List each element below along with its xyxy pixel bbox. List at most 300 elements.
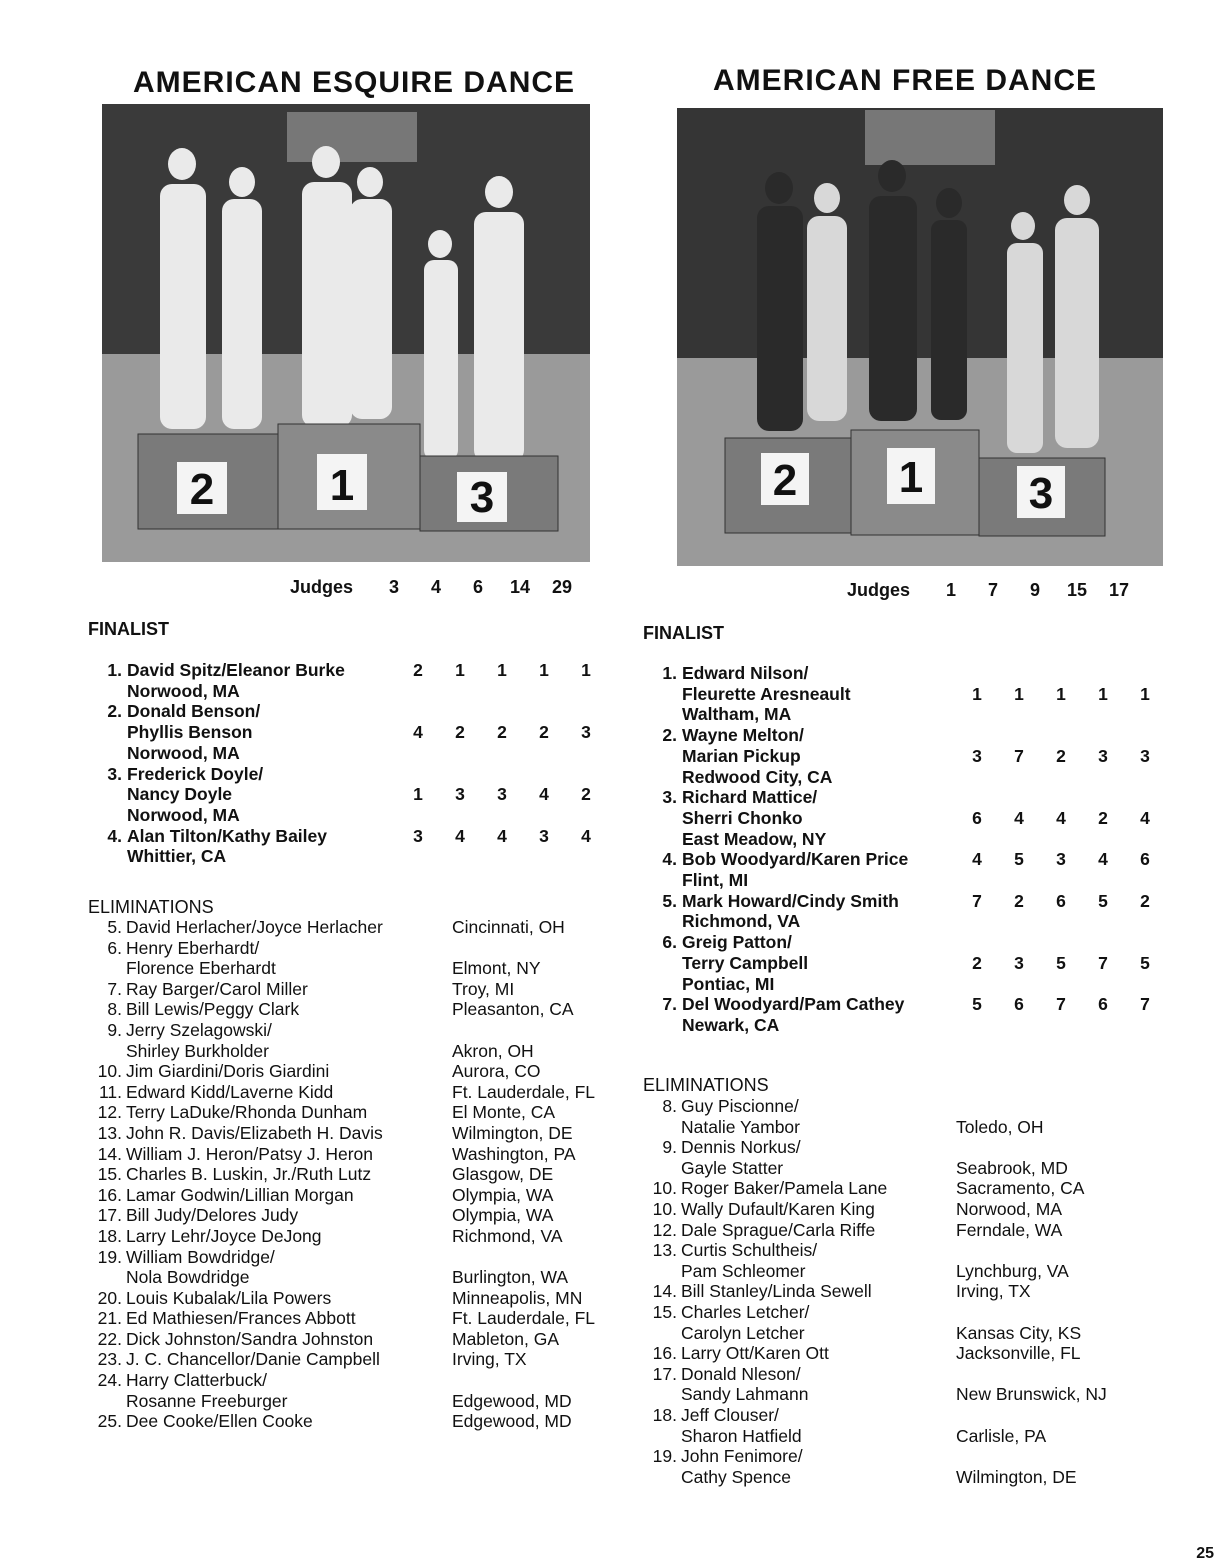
- judge-score: 3: [972, 745, 982, 766]
- elimination-row: [643, 1240, 1107, 1261]
- finalist-row: [643, 808, 1166, 829]
- svg-text:3: 3: [1028, 469, 1054, 518]
- judge-score: 2: [1140, 890, 1150, 911]
- elimination-location: Akron, OH: [452, 1040, 534, 1061]
- finalist-row: [88, 722, 607, 743]
- elimination-rank: 10.: [97, 1061, 122, 1082]
- finalist-row: [643, 725, 1166, 746]
- elimination-row: [643, 1158, 1107, 1179]
- judge-number: 7: [988, 580, 999, 600]
- finalist-rank: [643, 974, 682, 995]
- finalist-label: FINALIST: [88, 619, 169, 639]
- elimination-row: [88, 1329, 595, 1350]
- elimination-names: Jeff Clouser/: [681, 1404, 779, 1425]
- elimination-rank: 13.: [97, 1122, 122, 1143]
- elimination-names: Harry Clatterbuck/: [126, 1370, 268, 1391]
- judge-score: 7: [1056, 994, 1066, 1015]
- finalist-rank: [88, 846, 127, 867]
- elimination-rank: 22.: [97, 1328, 122, 1349]
- elimination-location: Edgewood, MD: [452, 1390, 572, 1411]
- finalist-rank: [643, 704, 682, 725]
- finalist-rank: 2.: [107, 701, 122, 722]
- elimination-rank: [643, 1467, 681, 1488]
- finalist-row: [643, 953, 1166, 974]
- elimination-row: [88, 1205, 595, 1226]
- finalist-rank: 6.: [662, 932, 677, 953]
- elimination-names: Sandy Lahmann: [681, 1384, 809, 1405]
- judge-score: 5: [1014, 849, 1024, 870]
- elimination-location: Aurora, CO: [452, 1061, 541, 1082]
- elimination-row: [88, 1061, 595, 1082]
- judge-score: 3: [455, 784, 465, 805]
- finalist-rank: 4.: [662, 849, 677, 870]
- judge-score: 3: [1056, 849, 1066, 870]
- finalist-text: Richmond, VA: [682, 911, 801, 932]
- elimination-rank: [643, 1158, 681, 1179]
- elimination-location: Ft. Lauderdale, FL: [452, 1308, 595, 1329]
- elimination-row: [643, 1446, 1107, 1467]
- elimination-row: [88, 1041, 595, 1062]
- elimination-row: [88, 938, 595, 959]
- finalist-row: [643, 663, 1166, 684]
- judge-score: 7: [1098, 952, 1108, 973]
- judge-score: 7: [1014, 745, 1024, 766]
- elimination-names: John R. Davis/Elizabeth H. Davis: [126, 1122, 383, 1143]
- finalist-rank: [88, 722, 127, 743]
- elimination-names: Rosanne Freeburger: [126, 1390, 288, 1411]
- elimination-row: [643, 1178, 1107, 1199]
- finalist-row: [643, 911, 1166, 932]
- elimination-rank: 8.: [107, 999, 122, 1020]
- judge-score: 1: [972, 683, 982, 704]
- elimination-names: Ed Mathiesen/Frances Abbott: [126, 1308, 356, 1329]
- finalist-row: [643, 870, 1166, 891]
- elimination-row: [88, 1082, 595, 1103]
- elimination-rank: 9.: [662, 1137, 677, 1158]
- elimination-names: Dee Cooke/Ellen Cooke: [126, 1411, 313, 1432]
- elimination-names: Pam Schleomer: [681, 1260, 806, 1281]
- elimination-rank: 12.: [97, 1102, 122, 1123]
- elimination-row: [88, 917, 595, 938]
- elimination-location: Seabrook, MD: [956, 1157, 1068, 1178]
- finalist-text: Pontiac, MI: [682, 973, 775, 994]
- elimination-rank: 16.: [652, 1343, 677, 1364]
- elimination-location: Toledo, OH: [956, 1116, 1044, 1137]
- judges-label: Judges: [290, 577, 354, 597]
- finalist-row: [88, 681, 607, 702]
- elimination-names: Shirley Burkholder: [126, 1040, 269, 1061]
- judge-score: 3: [1098, 745, 1108, 766]
- podium-photo-illustration: [102, 104, 590, 562]
- elimination-location: Minneapolis, MN: [452, 1287, 583, 1308]
- finalist-row: [88, 784, 607, 805]
- judge-number: 1: [946, 580, 957, 600]
- elimination-names: Natalie Yambor: [681, 1116, 800, 1137]
- judge-score: 5: [1140, 952, 1150, 973]
- finalist-row: [643, 787, 1166, 808]
- finalist-rank: [88, 681, 127, 702]
- finalist-text: Norwood, MA: [127, 680, 240, 701]
- elimination-rank: 17.: [652, 1363, 677, 1384]
- finalist-row: [643, 704, 1166, 725]
- judge-score: 4: [1140, 807, 1150, 828]
- finalist-row: [643, 767, 1166, 788]
- finalist-row: [88, 764, 607, 785]
- elimination-rank: 15.: [652, 1301, 677, 1322]
- judge-score: 3: [539, 825, 549, 846]
- judges-label: Judges: [847, 580, 911, 600]
- elimination-rank: [643, 1384, 681, 1405]
- elimination-rank: [643, 1426, 681, 1447]
- elimination-row: [643, 1281, 1107, 1302]
- elimination-rank: [643, 1117, 681, 1138]
- finalist-text: Edward Nilson/: [682, 663, 809, 683]
- judge-number: 6: [473, 577, 484, 597]
- page-number: 25: [1196, 1545, 1214, 1562]
- judge-score: 4: [1014, 807, 1024, 828]
- elimination-row: [643, 1384, 1107, 1405]
- finalist-rank: 7.: [662, 994, 677, 1015]
- elimination-names: Bill Lewis/Peggy Clark: [126, 999, 300, 1020]
- finalist-text: Fleurette Aresneault: [682, 683, 851, 704]
- elimination-names: Henry Eberhardt/: [126, 937, 260, 958]
- elimination-names: Edward Kidd/Laverne Kidd: [126, 1081, 334, 1102]
- finalist-text: Wayne Melton/: [682, 725, 804, 746]
- judge-score: 6: [1014, 994, 1024, 1015]
- finalist-rank: [643, 870, 682, 891]
- finalist-text: Terry Campbell: [682, 952, 809, 973]
- finalist-row: [643, 1015, 1166, 1036]
- judge-score: 2: [413, 660, 423, 680]
- elimination-names: Cathy Spence: [681, 1466, 791, 1487]
- judge-score: 1: [581, 660, 591, 680]
- elimination-names: Roger Baker/Pamela Lane: [681, 1178, 888, 1199]
- judge-number: 14: [510, 577, 531, 597]
- judge-score: 2: [1098, 807, 1108, 828]
- finalist-rank: [88, 784, 127, 805]
- elimination-names: Curtis Schultheis/: [681, 1240, 818, 1261]
- judge-score: 2: [972, 952, 982, 973]
- finalist-text: Norwood, MA: [127, 804, 240, 825]
- judge-score: 4: [413, 722, 423, 743]
- elimination-rank: 15.: [97, 1164, 122, 1185]
- esquire-podium-photo: [102, 104, 590, 562]
- finalist-text: Del Woodyard/Pam Cathey: [682, 994, 905, 1015]
- judge-score: 7: [972, 890, 982, 911]
- finalist-text: Mark Howard/Cindy Smith: [682, 890, 899, 911]
- finalist-row: [88, 846, 607, 867]
- judge-score: 6: [972, 807, 982, 828]
- elimination-rank: 5.: [107, 917, 122, 937]
- elimination-names: William Bowdridge/: [126, 1246, 275, 1267]
- esquire-eliminations-list: [88, 917, 595, 1432]
- eliminations-label: ELIMINATIONS: [88, 897, 214, 917]
- judge-score: 3: [581, 722, 591, 743]
- elimination-names: Donald Nleson/: [681, 1363, 801, 1384]
- finalist-row: [88, 805, 607, 826]
- judge-score: 1: [1140, 683, 1150, 704]
- elimination-location: Jacksonville, FL: [956, 1343, 1081, 1364]
- finalist-rank: [643, 1015, 682, 1036]
- elimination-row: [88, 979, 595, 1000]
- elimination-rank: [88, 1041, 126, 1062]
- elimination-location: Norwood, MA: [956, 1198, 1063, 1219]
- elimination-location: Irving, TX: [452, 1349, 527, 1370]
- elimination-rank: 25.: [97, 1411, 122, 1432]
- elimination-names: Terry LaDuke/Rhonda Dunham: [126, 1102, 368, 1123]
- finalist-rank: [643, 953, 682, 974]
- judge-score: 4: [1056, 807, 1066, 828]
- finalist-text: East Meadow, NY: [682, 828, 827, 849]
- elimination-row: [643, 1426, 1107, 1447]
- free-dance-judges-header: [847, 580, 1140, 601]
- elimination-rank: 9.: [107, 1019, 122, 1040]
- finalist-row: [643, 684, 1166, 705]
- elimination-row: [643, 1096, 1107, 1117]
- elimination-rank: 7.: [107, 978, 122, 999]
- judge-number: 17: [1109, 580, 1130, 600]
- elimination-row: [643, 1137, 1107, 1158]
- elimination-rank: 14.: [97, 1143, 122, 1164]
- esquire-finalist-list: [88, 660, 607, 867]
- elimination-names: Charles B. Luskin, Jr./Ruth Lutz: [126, 1164, 372, 1185]
- judge-score: 4: [1098, 849, 1108, 870]
- elimination-location: Carlisle, PA: [956, 1425, 1047, 1446]
- judge-score: 5: [1056, 952, 1066, 973]
- elimination-row: [88, 1267, 595, 1288]
- judge-score: 2: [455, 722, 465, 743]
- elimination-location: New Brunswick, NJ: [956, 1384, 1107, 1405]
- free-dance-eliminations-list: [643, 1096, 1107, 1487]
- elimination-names: Larry Ott/Karen Ott: [681, 1343, 829, 1364]
- judge-score: 2: [497, 722, 507, 743]
- elimination-location: Ft. Lauderdale, FL: [452, 1081, 595, 1102]
- judge-score: 2: [1014, 890, 1024, 911]
- finalist-text: Flint, MI: [682, 870, 749, 891]
- judge-score: 2: [539, 722, 549, 743]
- judge-score: 6: [1098, 994, 1108, 1015]
- finalist-rank: [643, 684, 682, 705]
- elimination-names: Nola Bowdridge: [126, 1267, 250, 1288]
- elimination-location: Edgewood, MD: [452, 1411, 572, 1432]
- esquire-dance-title: AMERICAN ESQUIRE DANCE: [133, 66, 576, 99]
- elimination-rank: 20.: [97, 1287, 122, 1308]
- judge-score: 4: [539, 784, 549, 805]
- finalist-row: [643, 974, 1166, 995]
- finalist-rank: [643, 829, 682, 850]
- finalist-label: FINALIST: [643, 623, 724, 643]
- judge-score: 1: [455, 660, 465, 680]
- elimination-names: William J. Heron/Patsy J. Heron: [126, 1143, 374, 1164]
- judge-number: 9: [1030, 580, 1041, 600]
- finalist-rank: [88, 805, 127, 826]
- elimination-row: [643, 1302, 1107, 1323]
- judge-score: 6: [1056, 890, 1066, 911]
- elimination-row: [88, 1370, 595, 1391]
- elimination-row: [643, 1261, 1107, 1282]
- judge-score: 1: [539, 660, 549, 680]
- judge-score: 3: [497, 784, 507, 805]
- elimination-row: [643, 1343, 1107, 1364]
- free-dance-podium-photo: [677, 108, 1163, 566]
- free-dance-finalist-list: [643, 663, 1166, 1036]
- elimination-rank: 8.: [662, 1096, 677, 1116]
- judge-score: 7: [1140, 994, 1150, 1015]
- judge-score: 2: [581, 784, 591, 805]
- elimination-rank: 23.: [97, 1349, 122, 1370]
- elimination-location: Mableton, GA: [452, 1328, 559, 1349]
- elimination-rank: 18.: [97, 1225, 122, 1246]
- svg-text:1: 1: [329, 461, 355, 510]
- finalist-rank: [643, 808, 682, 829]
- elimination-row: [88, 1308, 595, 1329]
- finalist-rank: 2.: [662, 725, 677, 746]
- elimination-names: Guy Piscionne/: [681, 1096, 799, 1116]
- judge-score: 3: [413, 825, 423, 846]
- elimination-rank: 17.: [97, 1205, 122, 1226]
- finalist-text: Phyllis Benson: [127, 722, 253, 743]
- judge-score: 6: [1140, 849, 1150, 870]
- elimination-rank: 19.: [652, 1446, 677, 1467]
- svg-text:3: 3: [469, 473, 495, 522]
- elimination-names: Sharon Hatfield: [681, 1425, 802, 1446]
- elimination-names: Louis Kubalak/Lila Powers: [126, 1287, 332, 1308]
- finalist-row: [643, 891, 1166, 912]
- elimination-names: Charles Letcher/: [681, 1301, 810, 1322]
- finalist-text: Greig Patton/: [682, 932, 792, 953]
- elimination-rank: 24.: [97, 1370, 122, 1391]
- elimination-row: [643, 1117, 1107, 1138]
- judge-number: 29: [552, 577, 573, 597]
- elimination-row: [88, 999, 595, 1020]
- elimination-location: Olympia, WA: [452, 1184, 554, 1205]
- esquire-judges-header: [290, 577, 583, 598]
- elimination-names: John Fenimore/: [681, 1446, 803, 1467]
- elimination-rank: [643, 1261, 681, 1282]
- finalist-text: Whittier, CA: [127, 846, 227, 867]
- finalist-rank: 1.: [662, 663, 677, 683]
- podium-photo-illustration: [677, 108, 1163, 566]
- elimination-rank: [88, 1391, 126, 1412]
- elimination-names: Dale Sprague/Carla Riffe: [681, 1219, 876, 1240]
- elimination-row: [88, 1102, 595, 1123]
- elimination-rank: 14.: [652, 1281, 677, 1302]
- elimination-row: [88, 1123, 595, 1144]
- elimination-names: Dennis Norkus/: [681, 1137, 801, 1158]
- elimination-rank: 12.: [652, 1219, 677, 1240]
- finalist-text: Marian Pickup: [682, 745, 801, 766]
- finalist-text: Richard Mattice/: [682, 787, 818, 808]
- finalist-rank: [643, 746, 682, 767]
- judge-score: 1: [497, 660, 507, 680]
- finalist-rank: 3.: [662, 787, 677, 808]
- elimination-location: Troy, MI: [452, 978, 515, 999]
- elimination-row: [643, 1220, 1107, 1241]
- elimination-names: Wally Dufault/Karen King: [681, 1198, 875, 1219]
- svg-text:2: 2: [772, 456, 798, 505]
- elimination-names: David Herlacher/Joyce Herlacher: [126, 917, 383, 937]
- elimination-location: Lynchburg, VA: [956, 1260, 1069, 1281]
- elimination-names: Jerry Szelagowski/: [126, 1019, 272, 1040]
- elimination-rank: 10.: [652, 1198, 677, 1219]
- finalist-text: Alan Tilton/Kathy Bailey: [127, 825, 327, 846]
- finalist-rank: [643, 767, 682, 788]
- elimination-location: Glasgow, DE: [452, 1164, 554, 1185]
- svg-text:1: 1: [898, 453, 924, 502]
- elimination-location: Kansas City, KS: [956, 1322, 1082, 1343]
- finalist-rank: 5.: [662, 890, 677, 911]
- finalist-text: Nancy Doyle: [127, 784, 233, 805]
- elimination-names: Bill Judy/Delores Judy: [126, 1205, 299, 1226]
- judge-score: 1: [413, 784, 423, 805]
- elimination-names: Carolyn Letcher: [681, 1322, 805, 1343]
- elimination-location: Sacramento, CA: [956, 1178, 1085, 1199]
- judge-score: 4: [455, 825, 465, 846]
- judge-score: 1: [1014, 683, 1024, 704]
- elimination-rank: 19.: [97, 1246, 122, 1267]
- svg-text:2: 2: [189, 465, 215, 514]
- finalist-row: [88, 743, 607, 764]
- judge-number: 4: [431, 577, 442, 597]
- finalist-row: [643, 849, 1166, 870]
- elimination-location: Richmond, VA: [452, 1225, 563, 1246]
- judge-score: 5: [972, 994, 982, 1015]
- elimination-row: [88, 1349, 595, 1370]
- finalist-text: David Spitz/Eleanor Burke: [127, 660, 345, 680]
- elimination-row: [88, 1411, 595, 1432]
- finalist-text: Frederick Doyle/: [127, 763, 264, 784]
- finalist-text: Newark, CA: [682, 1014, 780, 1035]
- elimination-row: [88, 1144, 595, 1165]
- elimination-location: Ferndale, WA: [956, 1219, 1063, 1240]
- judge-score: 4: [581, 825, 591, 846]
- finalist-row: [88, 826, 607, 847]
- eliminations-label: ELIMINATIONS: [643, 1075, 769, 1095]
- judge-score: 1: [1098, 683, 1108, 704]
- elimination-location: El Monte, CA: [452, 1102, 556, 1123]
- elimination-location: Pleasanton, CA: [452, 999, 574, 1020]
- elimination-row: [643, 1199, 1107, 1220]
- elimination-names: Florence Eberhardt: [126, 958, 276, 979]
- finalist-row: [643, 932, 1166, 953]
- finalist-text: Redwood City, CA: [682, 766, 833, 787]
- finalist-row: [88, 660, 607, 681]
- elimination-row: [88, 1185, 595, 1206]
- elimination-rank: 10.: [652, 1178, 677, 1199]
- elimination-location: Wilmington, DE: [452, 1122, 573, 1143]
- elimination-names: Jim Giardini/Doris Giardini: [126, 1061, 330, 1082]
- judge-score: 3: [1140, 745, 1150, 766]
- elimination-names: Gayle Statter: [681, 1157, 784, 1178]
- elimination-location: Elmont, NY: [452, 958, 541, 979]
- judge-score: 5: [1098, 890, 1108, 911]
- elimination-rank: 21.: [97, 1308, 122, 1329]
- elimination-location: Burlington, WA: [452, 1267, 569, 1288]
- elimination-row: [643, 1467, 1107, 1488]
- elimination-names: Ray Barger/Carol Miller: [126, 978, 308, 999]
- elimination-rank: 13.: [652, 1240, 677, 1261]
- finalist-row: [643, 829, 1166, 850]
- elimination-row: [643, 1364, 1107, 1385]
- judge-number: 15: [1067, 580, 1088, 600]
- finalist-rank: [88, 743, 127, 764]
- elimination-row: [88, 1391, 595, 1412]
- elimination-rank: 16.: [97, 1184, 122, 1205]
- finalist-text: Donald Benson/: [127, 701, 261, 722]
- elimination-names: Larry Lehr/Joyce DeJong: [126, 1225, 322, 1246]
- finalist-row: [643, 994, 1166, 1015]
- elimination-rank: [88, 1267, 126, 1288]
